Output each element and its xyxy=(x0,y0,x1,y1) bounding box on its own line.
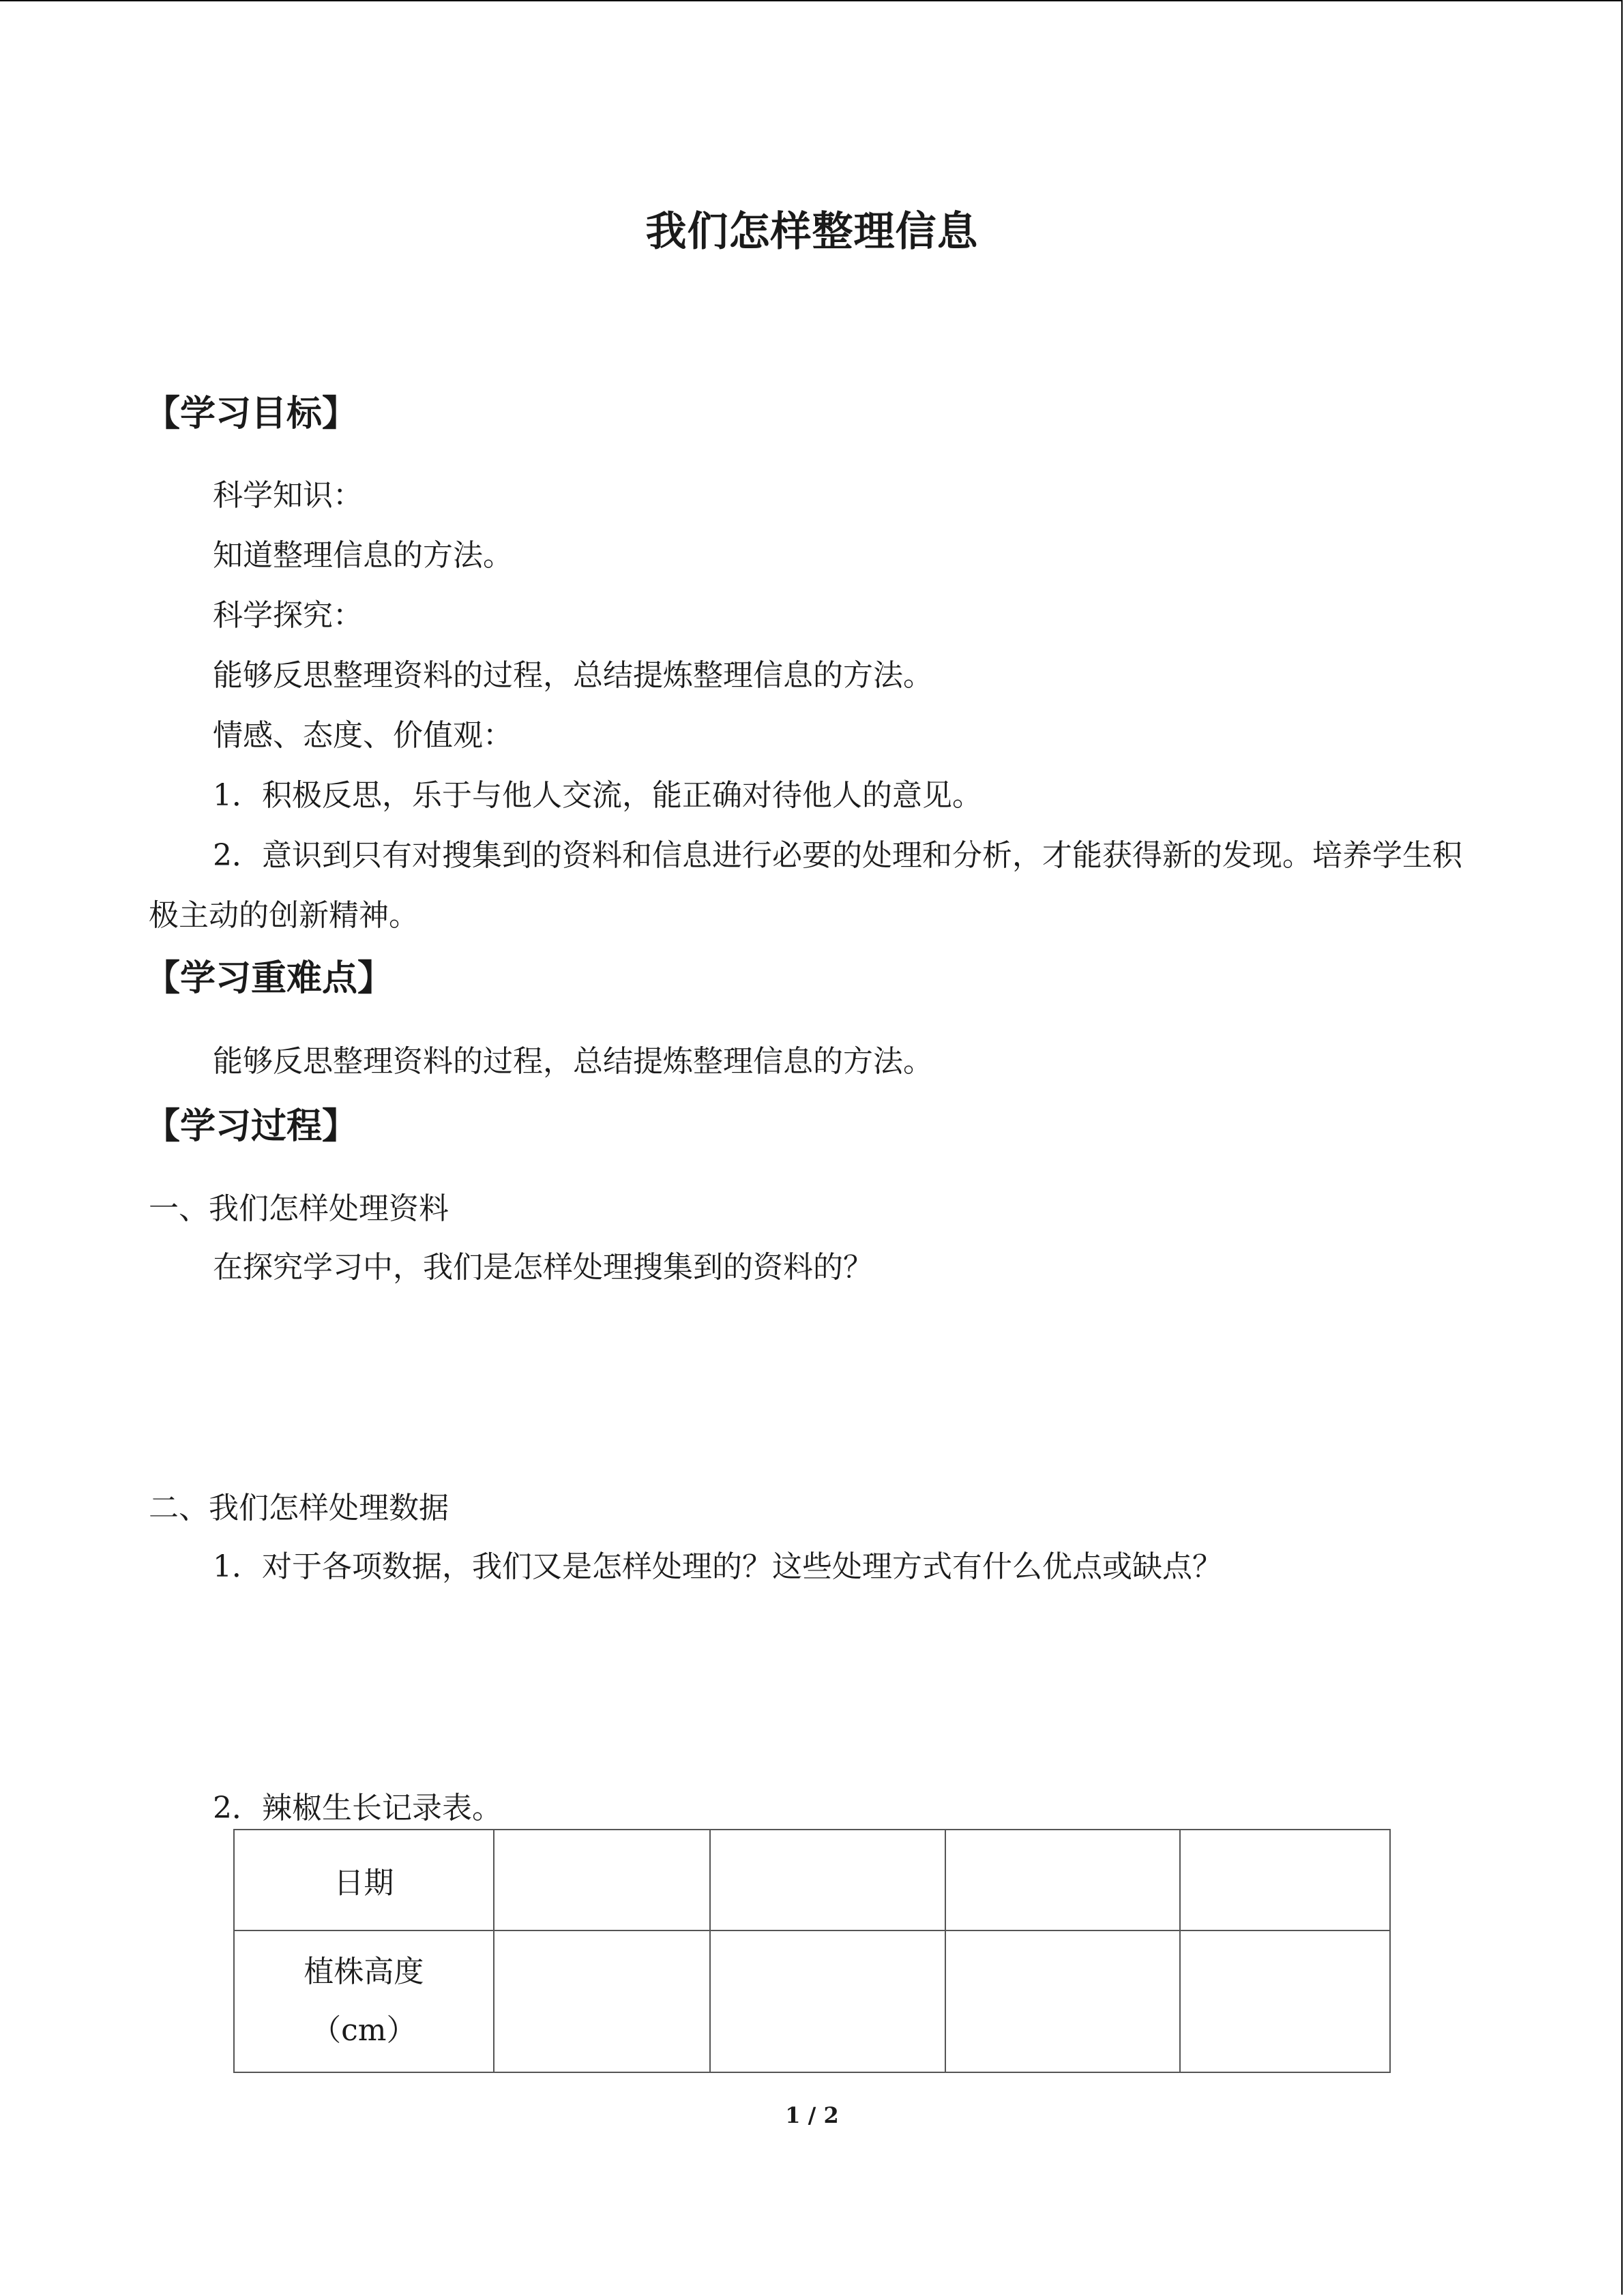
blank-cell[interactable] xyxy=(1180,1930,1390,2072)
blank-cell[interactable] xyxy=(710,1830,945,1930)
blank-cell[interactable] xyxy=(945,1830,1181,1930)
part1-title: 一、我们怎样处理资料 xyxy=(149,1191,449,1226)
table-row xyxy=(234,1930,1390,2072)
heading-objectives: 【学习目标】 xyxy=(145,393,358,434)
part2-question-2: 2．辣椒生长记录表。 xyxy=(213,1791,502,1825)
page-number: 1 / 2 xyxy=(785,2102,839,2128)
height-label-cell xyxy=(234,1930,494,2072)
date-label: 日期 xyxy=(334,1866,394,1900)
blank-cell[interactable] xyxy=(494,1930,711,2072)
blank-cell[interactable] xyxy=(1180,1830,1390,1930)
inquiry-text: 能够反思整理资料的过程，总结提炼整理信息的方法。 xyxy=(213,658,933,693)
table-row xyxy=(234,1830,1390,1930)
pepper-growth-table xyxy=(233,1829,1391,2073)
attitude-item-2: 2．意识到只有对搜集到的资料和信息进行必要的处理和分析，才能获得新的发现。培养学生积极主动的创新精神。 xyxy=(149,838,1462,933)
height-unit: （cm） xyxy=(311,2013,417,2048)
page-title: 我们怎样整理信息 xyxy=(645,208,979,256)
part2-title: 二、我们怎样处理数据 xyxy=(149,1491,449,1525)
part1-question: 在探究学习中，我们是怎样处理搜集到的资料的？ xyxy=(213,1250,873,1285)
key-points-text: 能够反思整理资料的过程，总结提炼整理信息的方法。 xyxy=(213,1044,933,1079)
blank-cell[interactable] xyxy=(710,1930,945,2072)
date-label-cell xyxy=(234,1830,494,1930)
attitude-item-1: 1．积极反思，乐于与他人交流，能正确对待他人的意见。 xyxy=(213,778,982,813)
heading-key-points: 【学习重难点】 xyxy=(145,958,394,999)
blank-cell[interactable] xyxy=(494,1830,711,1930)
knowledge-text: 知道整理信息的方法。 xyxy=(213,538,513,573)
blank-cell[interactable] xyxy=(945,1930,1181,2072)
heading-process: 【学习过程】 xyxy=(145,1106,358,1147)
part2-question-1: 1．对于各项数据，我们又是怎样处理的？这些处理方式有什么优点或缺点？ xyxy=(213,1549,1222,1584)
inquiry-label: 科学探究： xyxy=(213,598,363,633)
knowledge-label: 科学知识： xyxy=(213,478,363,513)
attitude-label: 情感、态度、价值观： xyxy=(213,718,513,753)
height-label: 植株高度 xyxy=(304,1954,424,1989)
